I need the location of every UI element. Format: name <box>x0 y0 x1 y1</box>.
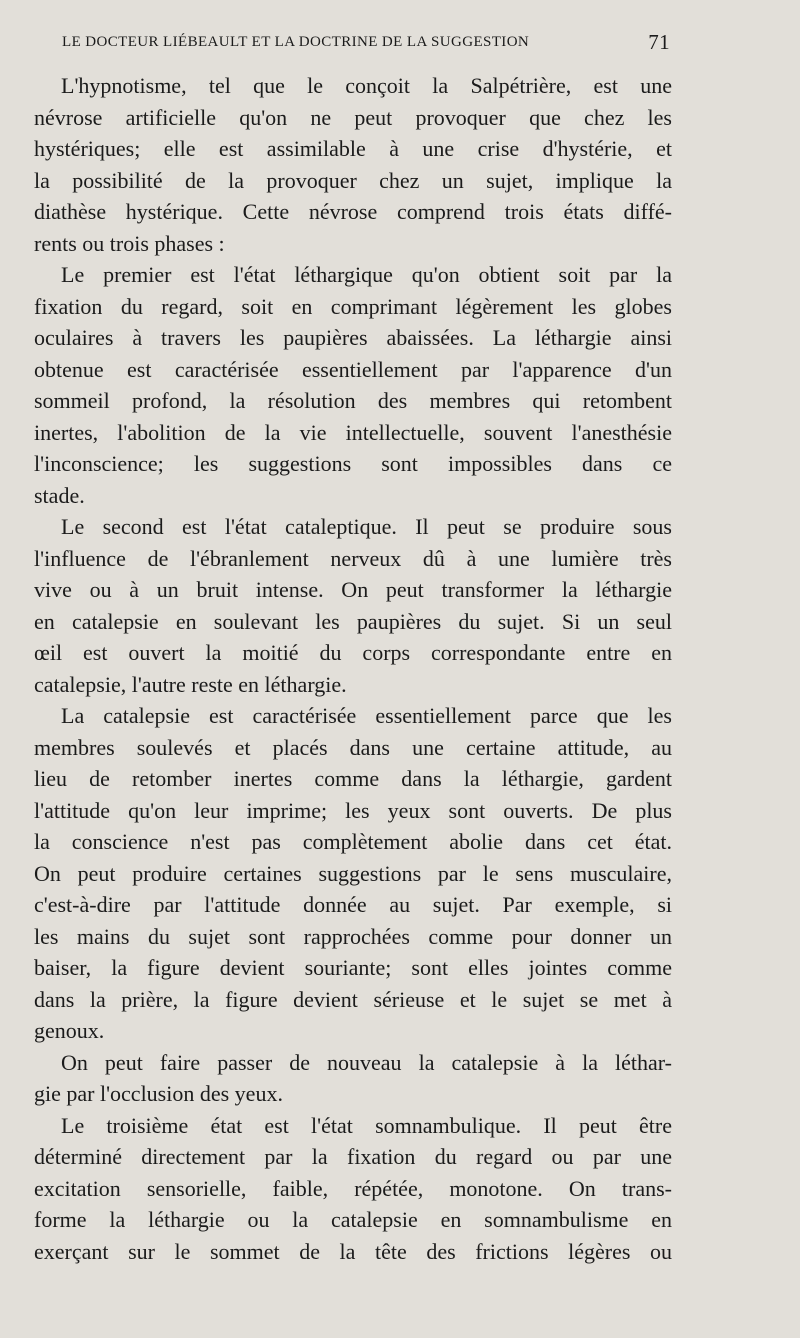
text-line: l'inconscience; les suggestions sont impossibles dans ce <box>34 451 672 476</box>
running-head <box>62 27 670 57</box>
text-line: fixation du regard, soit en comprimant légèrement les globes <box>34 293 672 319</box>
text-line: La catalepsie est caractérisée essentiellement parce que les <box>61 703 672 728</box>
text-line: Le second est l'état cataleptique. Il peut se produire sous <box>61 514 672 539</box>
text-line: genoux. <box>34 1018 105 1043</box>
text-line: rents ou trois phases : <box>34 230 225 256</box>
text-line: déterminé directement par la fixation du regard ou par une <box>34 1144 672 1169</box>
text-line: Le troisième état est l'état somnambulique. Il peut être <box>61 1112 672 1138</box>
text-line: les mains du sujet sont rapprochées comme pour donner un <box>34 923 672 949</box>
text-line: vive ou à un bruit intense. On peut transformer la léthargie <box>34 577 672 602</box>
text-line: œil est ouvert la moitié du corps correspondante entre en <box>34 640 672 665</box>
text-line: la possibilité de la provoquer chez un sujet, implique la <box>34 167 672 193</box>
text-line: lieu de retomber inertes comme dans la léthargie, gardent <box>34 766 672 791</box>
text-line: la conscience n'est pas complètement abolie dans cet état. <box>34 829 672 854</box>
text-line: dans la prière, la figure devient sérieuse et le sujet se met à <box>34 986 672 1012</box>
text-line: c'est-à-dire par l'attitude donnée au sujet. Par exemple, si <box>34 892 672 917</box>
text-line: inertes, l'abolition de la vie intellectuelle, souvent l'anesthésie <box>34 419 672 445</box>
text-line: l'influence de l'ébranlement nerveux dû à une lumière très <box>34 545 672 571</box>
text-line: baiser, la figure devient souriante; sont elles jointes comme <box>34 955 672 980</box>
text-line: catalepsie, l'autre reste en léthargie. <box>34 671 347 697</box>
text-line: forme la léthargie ou la catalepsie en somnambulisme en <box>34 1207 672 1232</box>
body-text <box>34 70 672 1267</box>
text-line: Le premier est l'état léthargique qu'on obtient soit par la <box>61 262 672 287</box>
text-line: sommeil profond, la résolution des membres qui retombent <box>34 388 672 413</box>
text-line: obtenue est caractérisée essentiellement par l'apparence d'un <box>34 356 672 382</box>
text-line: On peut faire passer de nouveau la catalepsie à la léthar- <box>61 1049 672 1075</box>
text-line: en catalepsie en soulevant les paupières du sujet. Si un seul <box>34 608 672 634</box>
text-line: gie par l'occlusion des yeux. <box>34 1081 283 1106</box>
text-line: hystériques; elle est assimilable à une crise d'hystérie, et <box>34 136 672 161</box>
text-line: stade. <box>34 482 85 508</box>
text-line: exerçant sur le sommet de la tête des frictions légères ou <box>34 1238 672 1264</box>
text-line: oculaires à travers les paupières abaissées. La léthargie ainsi <box>34 325 672 350</box>
text-line: On peut produire certaines suggestions par le sens musculaire, <box>34 860 672 886</box>
text-line: L'hypnotisme, tel que le conçoit la Salpétrière, est une <box>61 73 672 98</box>
text-line: l'attitude qu'on leur imprime; les yeux sont ouverts. De plus <box>34 797 672 823</box>
running-title: LE DOCTEUR LIÉBEAULT ET LA DOCTRINE DE LA SUGGESTION <box>62 34 530 50</box>
text-line: névrose artificielle qu'on ne peut provoquer que chez les <box>34 104 672 130</box>
text-line: diathèse hystérique. Cette névrose comprend trois états diffé- <box>34 199 672 224</box>
text-line: membres soulevés et placés dans une certaine attitude, au <box>34 734 672 760</box>
text-line: excitation sensorielle, faible, répétée, monotone. On trans- <box>34 1175 672 1201</box>
page-number: 71 <box>648 30 670 54</box>
